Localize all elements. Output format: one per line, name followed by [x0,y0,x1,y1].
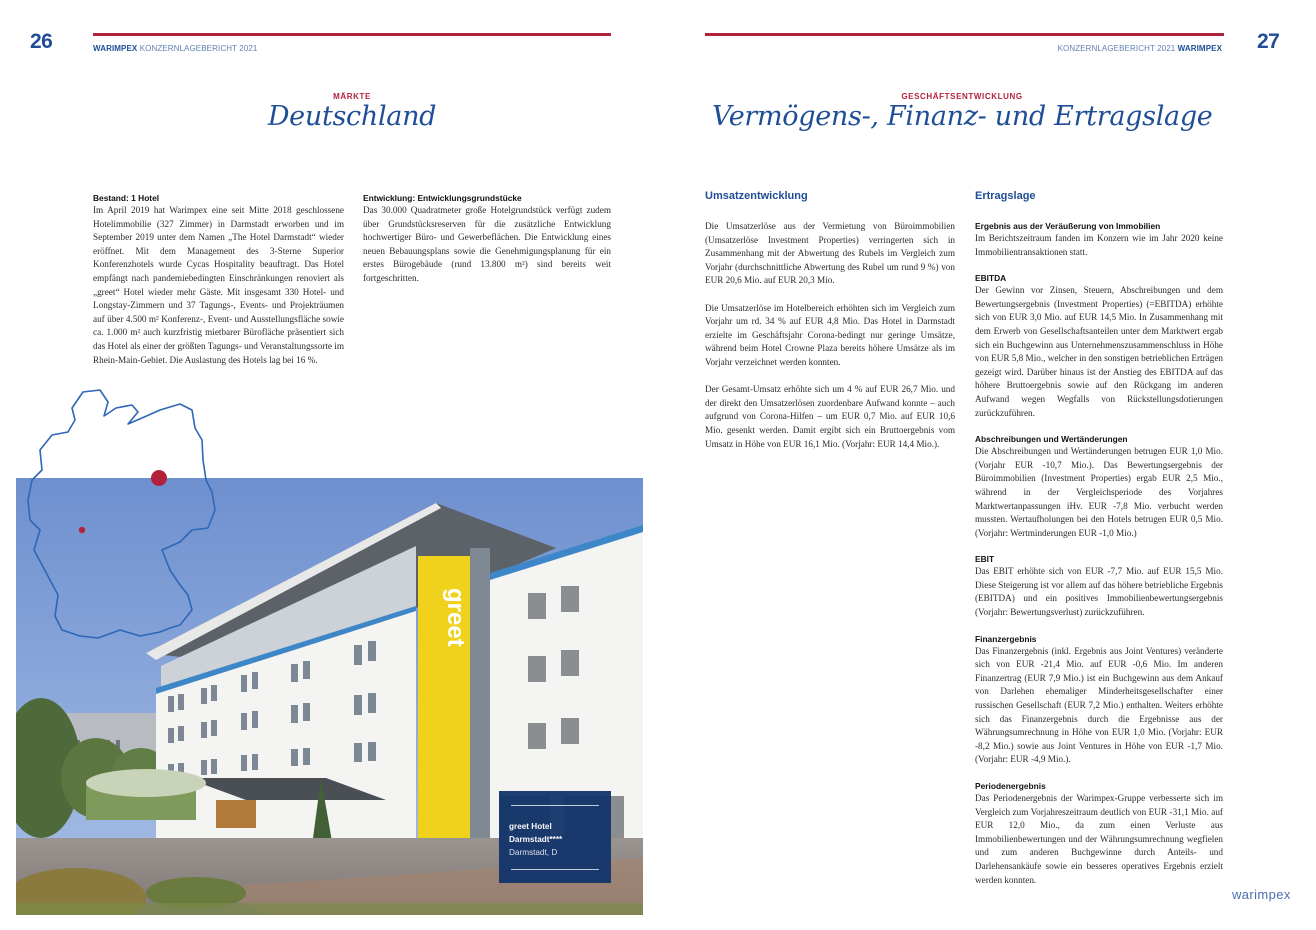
section-kicker-left: MÄRKTE [333,92,371,101]
block-heading: EBIT [975,554,995,565]
block-heading: Finanzergebnis [975,633,1037,644]
umsatz-heading: Umsatzentwicklung [705,190,808,202]
header-rule-right [705,33,1224,36]
section-body: Im April 2019 hat Warimpex eine seit Mitte 2018 geschlossene Hotelimmobilie (327 Zimmer) in Darmstadt erworben und im September 2019 unter dem Namen „The Hotel Darmstadt“ wieder eröffnet. Mit dem Management des 3-Sterne Superior Konferenzhotels wurde Cycas Hospitality beauftragt. Das Hotel empfängt nach pandemiebedingten Einschränkungen renoviert als „greet“ Hotel wieder mehr Gäste. Mit insgesamt 330 Hotel- und Longstay-Zimmern und 37 Tagungs-, Events- und Projekträumen auf über 4.500 m² Konferenz-, Event- und Ausstellungsfläche sowie ca. 1.000 m² auch kurzfristig mietbarer Bürofläche präsentiert sich das Hotel als einer der größten Tagungs- und Veranstaltungssorte im Rhein-Main-Gebiet. Die Auslastung des Hotels lag bei 16 %. [93,205,344,365]
photo-caption [499,791,611,883]
caption-hotel-name-1: greet Hotel [509,822,552,831]
running-head-brand: WARIMPEX [1177,44,1222,53]
ertrag-block-abschreibungen [975,433,1223,540]
running-head-right [1058,44,1222,53]
running-head-left [93,44,257,53]
ertrag-block-periodenergebnis [975,780,1223,887]
capital-marker [151,470,167,486]
block-heading: Abschreibungen und Wertänderungen [975,434,1128,445]
text-column-umsatz [705,189,955,465]
ertrag-heading: Ertragslage [975,190,1036,202]
text-column-ertrag [975,189,1223,900]
running-head-text: KONZERNLAGEBERICHT 2021 [1057,44,1176,53]
ertrag-block-ebit [975,553,1223,619]
ertrag-block-finanzergebnis [975,633,1223,767]
greet-sign: greet [442,588,469,647]
ertrag-block-veraeusserung [975,220,1223,259]
block-body: Das EBIT erhöhte sich von EUR -7,7 Mio. auf EUR 15,5 Mio. Diese Steigerung ist vor allem auf das höhere betriebliche Ergebnis (EBITDA) und ein positives Immobilienbewertungsergebnis (Vorjahr: Bewertungsverlust) zurückzuführen. [975,566,1223,618]
section-heading: Bestand: 1 Hotel [93,193,160,203]
text-column-bestand [93,192,344,381]
page-title-left: Deutschland [267,101,437,132]
section-heading: Entwicklung: Entwicklungsgrundstücke [363,193,522,203]
section-kicker-right: GESCHÄFTSENTWICKLUNG [901,92,1023,101]
page-number-left: 26 [30,30,53,53]
page-title-right: Vermögens-, Finanz- und Ertragslage [712,101,1213,132]
caption-divider-top [511,805,599,806]
caption-location: Darmstadt, D [509,848,558,857]
germany-map-outline [20,380,220,650]
block-heading: EBITDA [975,273,1007,284]
block-body: Das Finanzergebnis (inkl. Ergebnis aus Joint Ventures) veränderte sich von EUR -21,4 Mio. auf EUR -0,6 Mio. Im anderen Finanzertrag (EUR 7,9 Mio.) ist ein Buchgewinn aus dem Ankauf von Darlehen ehemaliger Minderheitsgesellschafter einer russischen Gesellschaft (EUR 7,2 Mio.) enthalten. Weiters erhöhte sich das Finanzergebnis durch die Ergebnisse aus der Währungsumrechnung in Höhe von EUR 1,0 Mio. (Vorjahr: EUR -8,2 Mio.) sowie aus Joint Ventures in Höhe von EUR -1,7 Mio. (Vorjahr: EUR -4,9 Mio.). [975,645,1223,765]
section-body: Das 30.000 Quadratmeter große Hotelgrundstück verfügt zudem über Grundstücksreserven für die zusätzliche Entwicklung hochwertiger Büro- und Gewerbeflächen. Die Entwicklung eines neuen Bebauungsplans sowie die Genehmigungsplanung für ein erstes Bürogebäude (rund 13.800 m²) sind bereits weit fortgeschritten. [363,205,611,283]
umsatz-paragraph: Der Gesamt-Umsatz erhöhte sich um 4 % auf EUR 26,7 Mio. und der direkt den Umsatzerlösen zuordenbare Aufwand konnte – auch aufgrund von Corona-Hilfen – um EUR 0,7 Mio. auf EUR 10,6 Mio. gesenkt werden. Damit ergibt sich ein Bruttoergebnis vom Umsatz in Höhe von EUR 16,1 Mio. (Vorjahr: EUR 14,4 Mio.). [705,384,955,449]
block-heading: Periodenergebnis [975,781,1046,791]
darmstadt-marker [79,527,85,533]
page-number-right: 27 [1257,30,1280,53]
block-heading: Ergebnis aus der Veräußerung von Immobilien [975,221,1161,231]
umsatz-paragraph: Die Umsatzerlöse aus der Vermietung von Büroimmobilien (Umsatzerlöse Investment Properties) verringerten sich in Zusammenhang mit der Abwertung des Rubels im Vergleich zum Vorjahr (durchschnittliche Abwertung des Rubel um rund 9 %) von EUR 20,6 Mio. auf EUR 20,3 Mio. [705,221,955,286]
block-body: Im Berichtszeitraum fanden im Konzern wie im Jahr 2020 keine Immobilientransaktionen statt. [975,233,1223,257]
caption-divider-bottom [511,869,599,870]
ertrag-block-ebitda [975,272,1223,420]
caption-hotel-name-2: Darmstadt**** [509,835,563,844]
text-column-entwicklung [363,192,611,299]
header-rule-left [93,33,611,36]
warimpex-logo: warimpex [1232,887,1291,902]
running-head-brand: WARIMPEX [93,44,138,53]
block-body: Die Abschreibungen und Wertänderungen betrugen EUR 1,0 Mio. (Vorjahr EUR -10,7 Mio.). Das Bewertungsergebnis der Büroimmobilien (Investment Properties) ergab EUR 2,5 Mio., während in der Vergleichsperiode des Vorjahres Marktwertanpassungen iHv. EUR -7,8 Mio. verbucht werden mussten. Wertaufholungen bei den Hotels betrugen EUR 0,5 Mio. (Vorjahr: Wertminderungen EUR -1,0 Mio.) [975,446,1223,538]
block-body: Das Periodenergebnis der Warimpex-Gruppe verbesserte sich im Vergleich zum Vorjahreszeitraum deutlich von EUR -31,1 Mio. auf EUR 12,0 Mio., da zum einen Verluste aus Immobilienbewertungen und der Währungsumrechnung wegfielen und zum anderen Buchgewinne durch Anteils- und Darlehensankäufe sowie ein besseres operatives Ergebnis erzielt werden konnten. [975,793,1223,885]
umsatz-paragraph: Die Umsatzerlöse im Hotelbereich erhöhten sich im Vergleich zum Vorjahr um rd. 34 % auf EUR 4,8 Mio. Das Hotel in Darmstadt erzielte im Geschäftsjahr Corona-bedingt nur geringe Umsätze, während beim Hotel Crowne Plaza bereits höhere Umsätze als im Vorjahr verzeichnet werden konnten. [705,302,955,367]
block-body: Der Gewinn vor Zinsen, Steuern, Abschreibungen und dem Bewertungsergebnis (Investment Properties) (=EBITDA) erhöhte sich von EUR 3,0 Mio. auf EUR 14,5 Mio. In Zusammenhang mit dem Erwerb von Gesellschaftsanteilen unter dem Marktwert ergab sich ein Buchgewinn aus Unternehmenszusammenschluss in Höhe von EUR 5,8 Mio., welcher in den sonstigen betrieblichen Erträgen gezeigt wird. Darüber hinaus ist der Anstieg des EBITDA auf das höhere Bruttoergebnis sowie auf den Rückgang im anderen Aufwand wegen Wegfalls von Rückstellungsdotierungen zurückzuführen. [975,285,1223,418]
running-head-text: KONZERNLAGEBERICHT 2021 [139,44,258,53]
